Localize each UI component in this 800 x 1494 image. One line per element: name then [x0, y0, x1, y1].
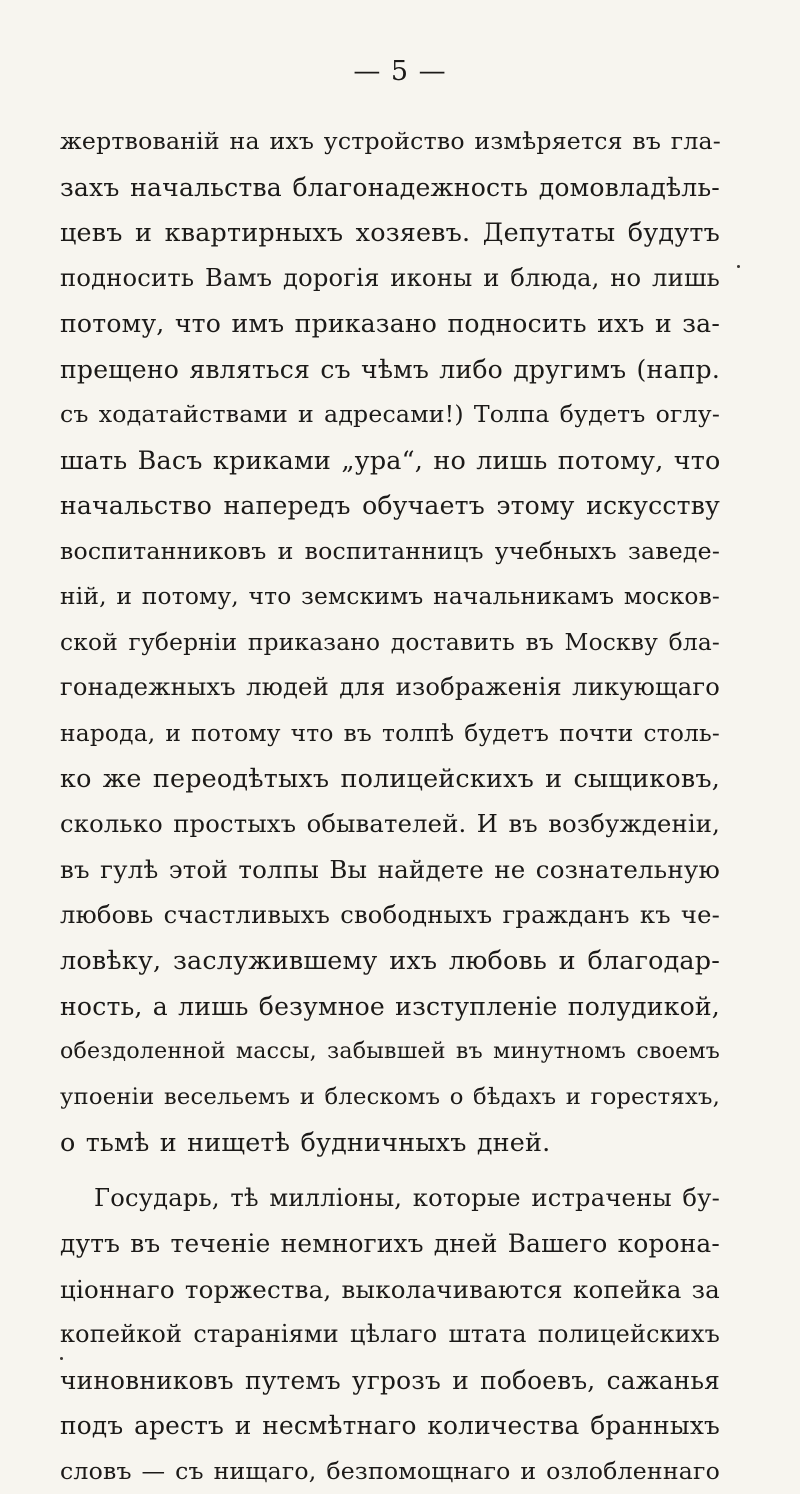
- print-speck: [737, 265, 740, 268]
- text-line: народа, и потому что въ толпѣ будетъ почти столь-: [60, 711, 720, 757]
- text-line: гонадежныхъ людей для изображенія ликующаго: [60, 665, 720, 711]
- text-line: подносить Вамъ дорогія иконы и блюда, но лишь: [60, 256, 720, 302]
- text-line: начальство напередъ обучаетъ этому искусству: [60, 483, 720, 529]
- page-number: — 5 —: [0, 56, 800, 87]
- text-line: любовь счастливыхъ свободныхъ гражданъ къ че-: [60, 893, 720, 939]
- text-line: потому, что имъ приказано подносить ихъ и за-: [60, 301, 720, 347]
- text-line: ловѣку, заслужившему ихъ любовь и благодар-: [60, 938, 720, 984]
- paragraph: [60, 119, 720, 1166]
- text-line: цевъ и квартирныхъ хозяевъ. Депутаты будутъ: [60, 210, 720, 256]
- text-line: захъ начальства благонадежность домовладѣль-: [60, 165, 720, 211]
- text-line: ціоннаго торжества, выколачиваются копейка за: [60, 1267, 720, 1313]
- text-line: ской губерніи приказано доставить въ Москву бла-: [60, 620, 720, 666]
- paragraph-gap: [60, 1166, 720, 1176]
- text-line: прещено являться съ чѣмъ либо другимъ (напр.: [60, 347, 720, 393]
- text-line: Государь, тѣ милліоны, которые истрачены бу-: [60, 1176, 720, 1222]
- paragraph: [60, 1176, 720, 1494]
- text-line: шать Васъ криками „ура“, но лишь потому, что: [60, 438, 720, 484]
- text-line: подъ арестъ и несмѣтнаго количества бранныхъ: [60, 1403, 720, 1449]
- text-line: упоеніи весельемъ и блескомъ о бѣдахъ и горестяхъ,: [60, 1075, 720, 1121]
- text-line: копейкой стараніями цѣлаго штата полицейскихъ: [60, 1312, 720, 1358]
- text-line: ній, и потому, что земскимъ начальникамъ москов-: [60, 574, 720, 620]
- print-speck: [60, 1357, 63, 1360]
- text-line: ность, а лишь безумное изступленіе полудикой,: [60, 984, 720, 1030]
- text-line: ко же переодѣтыхъ полицейскихъ и сыщиковъ,: [60, 756, 720, 802]
- text-line: воспитанниковъ и воспитанницъ учебныхъ заведе-: [60, 529, 720, 575]
- text-line: жертвованій на ихъ устройство измѣряется въ гла-: [60, 119, 720, 165]
- text-line: въ гулѣ этой толпы Вы найдете не сознательную: [60, 847, 720, 893]
- text-line: обездоленной массы, забывшей въ минутномъ своемъ: [60, 1029, 720, 1075]
- body-text: [60, 119, 720, 1494]
- text-line: словъ — съ нищаго, безпомощнаго и озлобленнаго: [60, 1449, 720, 1494]
- text-line: дутъ въ теченіе немногихъ дней Вашего корона-: [60, 1221, 720, 1267]
- text-line: чиновниковъ путемъ угрозъ и побоевъ, сажанья: [60, 1358, 720, 1404]
- text-line: сколько простыхъ обывателей. И въ возбужденіи,: [60, 802, 720, 848]
- text-line: съ ходатайствами и адресами!) Толпа будетъ оглу-: [60, 392, 720, 438]
- text-line: о тьмѣ и нищетѣ будничныхъ дней.: [60, 1120, 720, 1166]
